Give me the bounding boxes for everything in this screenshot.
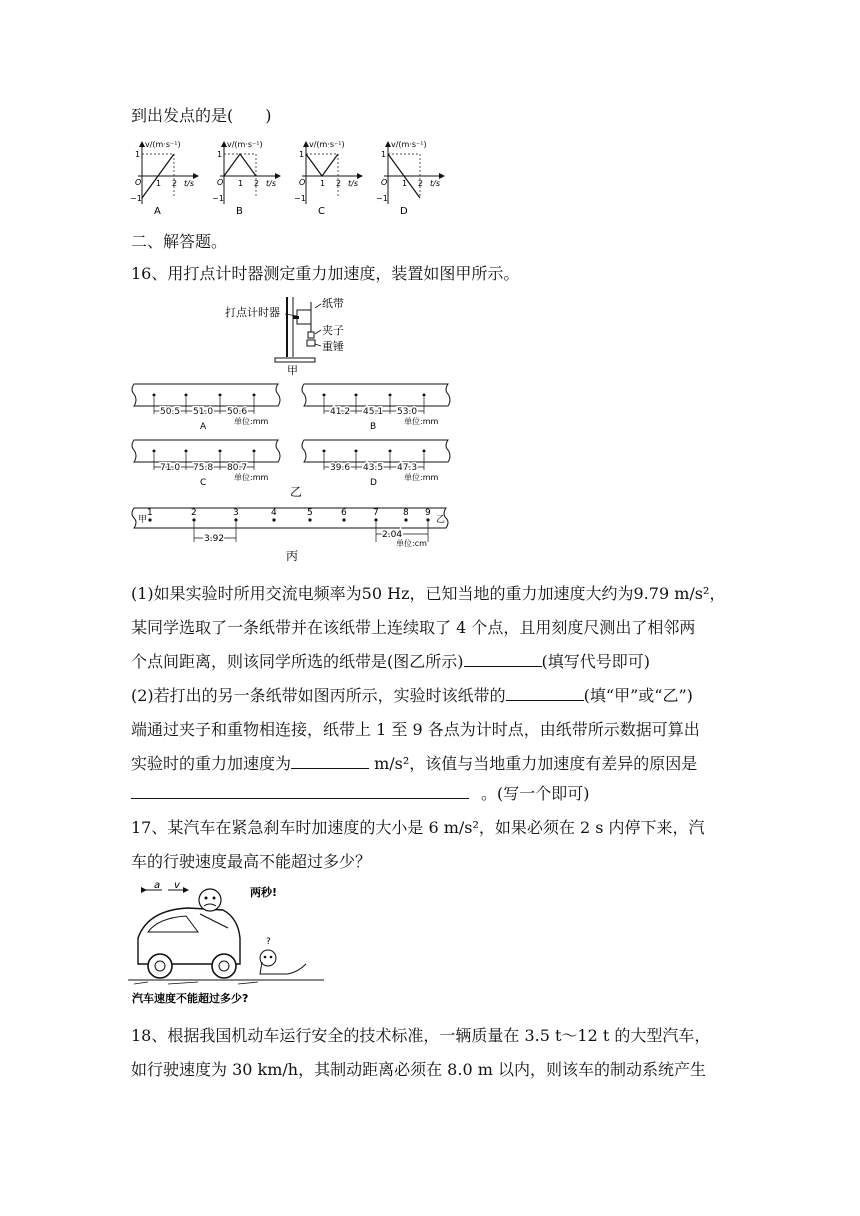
bing-point-label: 3 [233, 508, 239, 518]
tape-segment-value: 47.3 [397, 463, 418, 473]
vt-tick: 2 [254, 179, 260, 188]
tape-dot [423, 394, 426, 397]
apparatus-caption: 甲 [287, 364, 298, 377]
answer-blank-1[interactable] [464, 652, 542, 667]
q16-part2-line2: 端通过夹子和重物相连接，纸带上 1 至 9 各点为计时点，由纸带所示数据可算出 [131, 720, 700, 739]
vt-tick: −1 [212, 194, 224, 203]
q17-line2: 车的行驶速度最高不能超过多少？ [131, 852, 372, 871]
bing-dot [404, 518, 407, 521]
vt-tick: −1 [376, 194, 388, 203]
vt-line [224, 154, 256, 176]
q16-part2-line3: 实验时的重力加速度为 m/s²，该值与当地重力加速度有差异的原因是 [131, 754, 698, 773]
tape-dot [153, 450, 156, 453]
tape-dot [253, 394, 256, 397]
tape-D [302, 440, 450, 488]
tapes-figure [128, 380, 468, 500]
tape-segment-value: 39.6 [330, 463, 351, 473]
q16-part2-line4: 。(写一个即可) [131, 784, 590, 804]
q18-line2: 如行驶速度为 30 km/h，其制动距离必须在 8.0 m 以内，则该车的制动系统产生 [131, 1060, 706, 1079]
tape-dot [389, 450, 392, 453]
vt-tick: 1 [381, 150, 387, 159]
tape-dot [185, 450, 188, 453]
bing-point-label: 4 [271, 508, 277, 518]
bing-point-label: 2 [191, 508, 197, 518]
bing-dot [192, 518, 195, 521]
bing-dist-23: 3.92 [204, 534, 225, 544]
vt-origin: O [299, 178, 306, 187]
tape-unit: 单位:mm [234, 473, 269, 482]
vt-tick: 1 [135, 150, 141, 159]
vt-ylabel: v/(m·s⁻¹) [391, 140, 427, 149]
car-bubble-text: 两秒! [250, 886, 278, 899]
bing-end-right: 乙 [436, 515, 446, 525]
tape-unit: 单位:mm [404, 473, 439, 482]
tape-segment-value: 80.7 [227, 463, 248, 473]
vt-origin: O [217, 178, 224, 187]
apparatus-clamp-label: 夹子 [322, 324, 344, 337]
vt-tick: −1 [130, 194, 142, 203]
vt-tick: 2 [418, 179, 424, 188]
tape-segment-value: 71.0 [160, 463, 181, 473]
q18-line1: 18、根据我国机动车运行安全的技术标准，一辆质量在 3.5 t～12 t 的大型汽车， [131, 1026, 711, 1045]
tape-dot [423, 450, 426, 453]
vt-tick: 1 [299, 150, 305, 159]
vt-option-label: D [400, 206, 408, 217]
vt-origin: O [135, 178, 142, 187]
bing-end-left: 甲 [138, 515, 148, 525]
tape-segment-value: 45.1 [363, 407, 384, 417]
tape-segment-value: 50.6 [227, 407, 248, 417]
q16-part1-line3: 个点间距离，则该同学所选的纸带是(图乙所示) (填写代号即可) [131, 652, 650, 671]
answer-blank-3[interactable] [291, 754, 369, 769]
bing-dot [234, 518, 237, 521]
tape-label: C [200, 478, 207, 488]
car-caption: 汽车速度不能超过多少? [132, 992, 249, 1005]
bing-point-label: 7 [373, 508, 379, 518]
vt-option-label: B [236, 206, 243, 217]
bing-dot [374, 518, 377, 521]
bing-dot [148, 518, 151, 521]
car-a-label: a [154, 880, 161, 891]
tape-unit: 单位:mm [234, 417, 269, 426]
tape-unit: 单位:mm [404, 417, 439, 426]
vt-origin: O [381, 178, 388, 187]
tape-dot [153, 394, 156, 397]
vt-tick: 1 [320, 179, 326, 188]
vt-tick: 1 [217, 150, 223, 159]
tape-dot [219, 394, 222, 397]
vt-tick: 1 [238, 179, 244, 188]
tape-segment-value: 51.0 [193, 407, 214, 417]
vt-graph-C [294, 140, 362, 217]
vt-xlabel: t/s [430, 179, 440, 188]
vt-xlabel: t/s [266, 179, 276, 188]
tape-dot [323, 450, 326, 453]
tape-label: D [370, 478, 377, 488]
bing-dot [342, 518, 345, 521]
bing-dist-79: 2.04 [382, 530, 403, 540]
tape-dot [219, 450, 222, 453]
tape-segment-value: 43.5 [363, 463, 384, 473]
q15-graphs [128, 138, 448, 218]
tape-C [132, 440, 280, 488]
car-v-label: v [174, 880, 180, 891]
tape-A [132, 384, 280, 432]
bing-caption: 丙 [286, 549, 299, 563]
tape-segment-value: 50.5 [160, 407, 181, 417]
vt-xlabel: t/s [348, 179, 358, 188]
vt-tick: 2 [336, 179, 342, 188]
q17-line1: 17、某汽车在紧急刹车时加速度的大小是 6 m/s²，如果必须在 2 s 内停下来，汽 [131, 818, 705, 837]
tape-bing-figure [128, 502, 458, 564]
vt-graph-B [212, 140, 280, 217]
vt-tick: 1 [156, 179, 162, 188]
apparatus-tape-label: 纸带 [322, 297, 344, 310]
bing-point-label: 8 [403, 508, 409, 518]
vt-option-label: A [154, 206, 161, 217]
tape-dot [355, 394, 358, 397]
bing-point-label: 1 [147, 508, 153, 518]
bing-dot [308, 518, 311, 521]
q16-stem: 16、用打点计时器测定重力加速度，装置如图甲所示。 [131, 264, 520, 283]
vt-graph-D [376, 140, 444, 217]
vt-xlabel: t/s [184, 179, 194, 188]
vt-graph-A [130, 140, 198, 217]
tape-segment-value: 53.0 [397, 407, 418, 417]
tapes-caption: 乙 [290, 485, 303, 499]
tape-dot [253, 450, 256, 453]
vt-ylabel: v/(m·s⁻¹) [227, 140, 263, 149]
bing-unit: 单位:cm [396, 539, 427, 548]
tape-segment-value: 75.8 [193, 463, 214, 473]
bing-dot [426, 518, 429, 521]
answer-blank-4[interactable] [131, 784, 469, 799]
bing-dot [272, 518, 275, 521]
answer-blank-2[interactable] [506, 686, 584, 701]
tape-label: A [200, 422, 207, 432]
tape-dot [185, 394, 188, 397]
apparatus-timer-label: 打点计时器 [225, 306, 280, 319]
vt-ylabel: v/(m·s⁻¹) [145, 140, 181, 149]
tape-segment-value: 41.2 [330, 407, 351, 417]
q16-part2-line1: (2)若打出的另一条纸带如图丙所示，实验时该纸带的 (填“甲”或“乙”) [131, 686, 693, 705]
section-heading: 二、解答题。 [131, 232, 228, 251]
tape-B [302, 384, 450, 432]
vt-tick: −1 [294, 194, 306, 203]
bing-point-label: 9 [425, 508, 431, 518]
vt-tick: 2 [172, 179, 178, 188]
q15-stem-tail: 到出发点的是( ) [131, 106, 272, 125]
tape-dot [389, 394, 392, 397]
svg-text:?: ? [266, 937, 271, 947]
vt-tick: 1 [402, 179, 408, 188]
vt-ylabel: v/(m·s⁻¹) [309, 140, 345, 149]
tape-dot [323, 394, 326, 397]
q16-part1-line1: (1)如果实验时所用交流电频率为50 Hz，已知当地的重力加速度大约为9.79 m/s²， [131, 584, 726, 603]
vt-option-label: C [318, 206, 325, 217]
tape-dot [355, 450, 358, 453]
vt-line [306, 154, 338, 176]
apparatus-figure [215, 292, 365, 378]
tape-label: B [370, 422, 377, 432]
bing-point-label: 5 [307, 508, 313, 518]
bing-point-label: 6 [341, 508, 347, 518]
apparatus-weight-label: 重锤 [322, 340, 344, 353]
q16-part1-line2: 某同学选取了一条纸带并在该纸带上连续取了 4 个点，且用刻度尺测出了相邻两 [131, 618, 696, 637]
car-cartoon [128, 880, 328, 1008]
